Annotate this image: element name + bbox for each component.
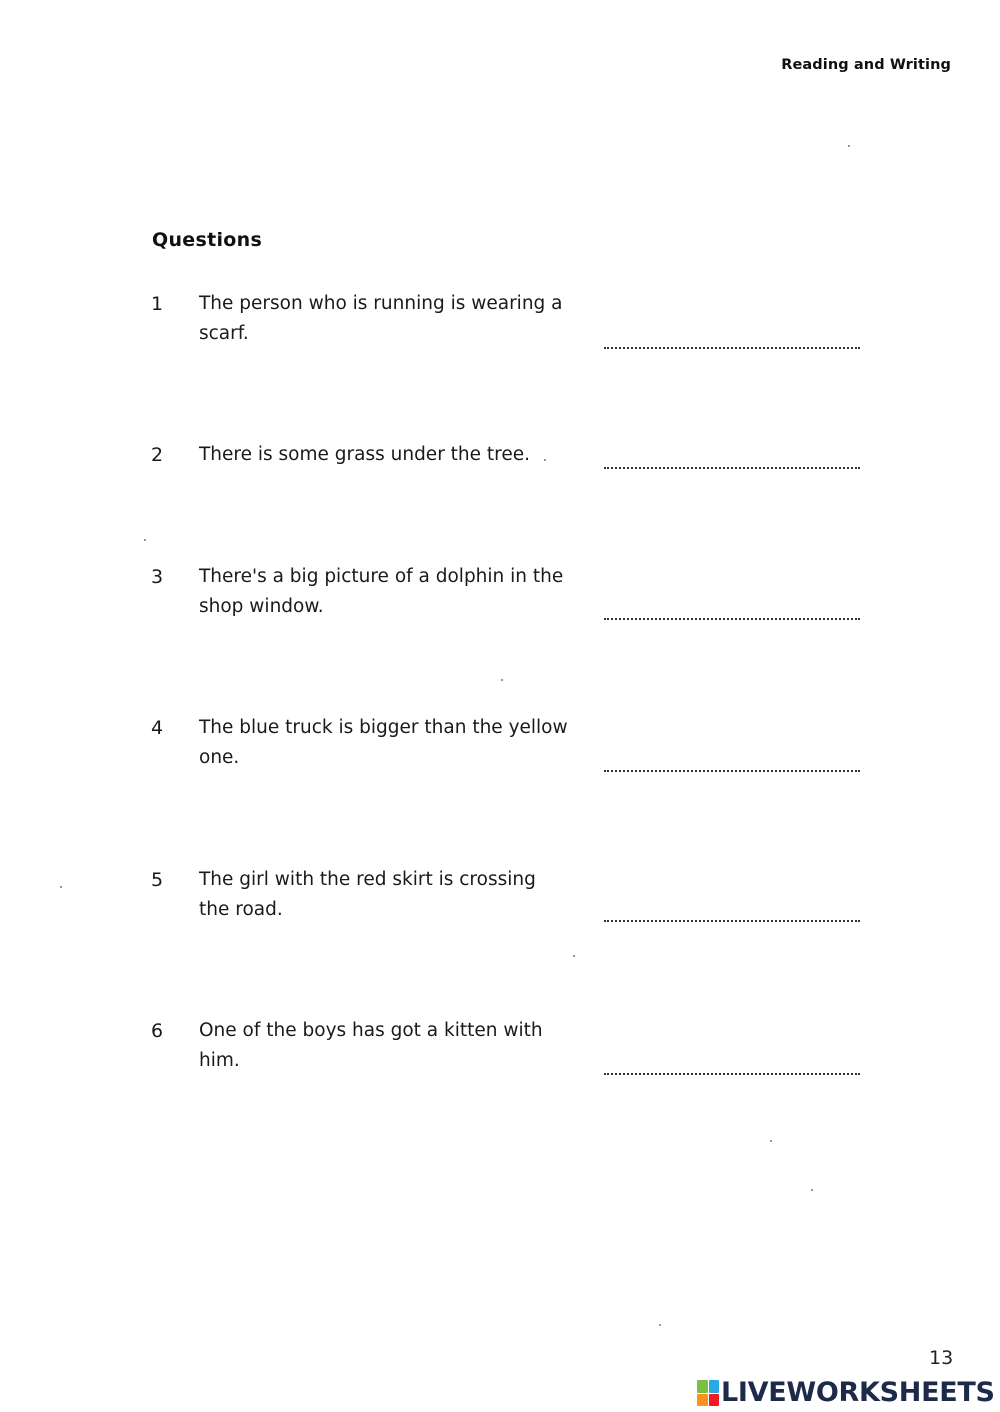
question-item: [0, 562, 1000, 652]
liveworksheets-brand: [697, 1376, 995, 1410]
question-number: 6: [151, 1020, 164, 1042]
answer-field[interactable]: [604, 347, 860, 349]
liveworksheets-logo-icon: [697, 1380, 719, 1406]
question-item: [0, 1016, 1000, 1106]
question-text: There's a big picture of a dolphin in the shop window.: [199, 566, 564, 617]
scan-speck: [659, 1324, 661, 1326]
scan-speck: [144, 539, 146, 541]
answer-field[interactable]: [604, 770, 860, 772]
question-text: One of the boys has got a kitten with him.: [199, 1020, 543, 1071]
questions-heading: Questions: [152, 229, 263, 251]
question-text: The girl with the red skirt is crossing the road.: [199, 869, 536, 920]
question-item: [0, 289, 1000, 379]
answer-field[interactable]: [604, 1073, 860, 1075]
answer-field[interactable]: [604, 618, 860, 620]
scan-speck: [573, 955, 575, 957]
question-number: 4: [151, 717, 164, 739]
question-text: The person who is running is wearing a scarf.: [199, 293, 563, 344]
question-text: There is some grass under the tree.: [199, 444, 531, 465]
page-number: 13: [929, 1347, 954, 1369]
question-item: [0, 713, 1000, 803]
question-number: 2: [151, 444, 164, 466]
answer-field[interactable]: [604, 920, 860, 922]
question-item: [0, 865, 1000, 955]
scan-speck: [848, 145, 850, 147]
question-number: 1: [151, 293, 164, 315]
section-header: Reading and Writing: [781, 57, 951, 73]
scan-speck: [501, 679, 503, 681]
scan-speck: [60, 886, 62, 888]
question-number: 3: [151, 566, 164, 588]
scan-speck: [544, 459, 546, 461]
question-text: The blue truck is bigger than the yellow one.: [199, 717, 568, 768]
brand-name: LIVEWORKSHEETS: [721, 1377, 995, 1408]
question-number: 5: [151, 869, 164, 891]
answer-field[interactable]: [604, 467, 860, 469]
question-item: [0, 440, 1000, 530]
scan-speck: [811, 1189, 813, 1191]
scan-speck: [770, 1140, 772, 1142]
